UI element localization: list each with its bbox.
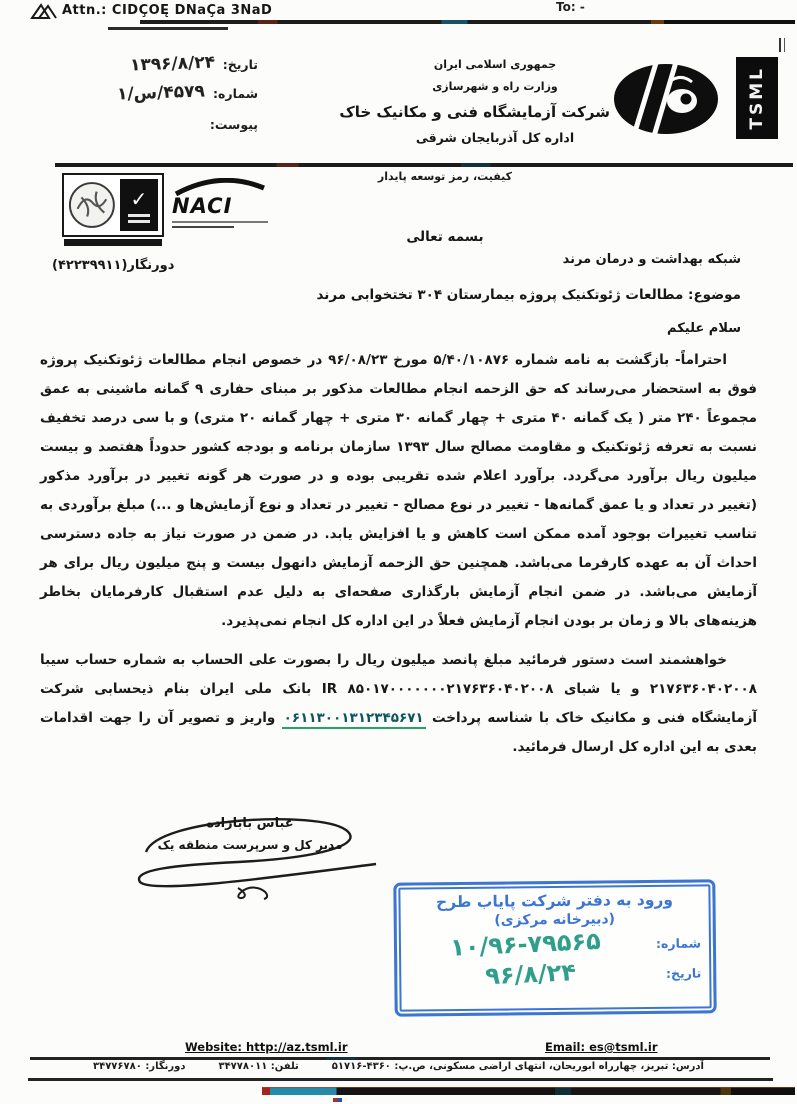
date-handwritten-value: ۱۳۹۶/۸/۲۴ bbox=[129, 52, 216, 76]
bismillah-line: بسمه تعالی bbox=[406, 229, 484, 245]
footer-address-row bbox=[0, 1061, 797, 1072]
slogan-text: کیفیت، رمز توسعه پایدار bbox=[377, 170, 513, 183]
siba-account-number: ۲۱۷۶۳۶۰۴۰۲۰۰۸ bbox=[649, 681, 757, 697]
footer-divider-top bbox=[30, 1057, 770, 1060]
tsml-logo-wordmark bbox=[736, 57, 778, 139]
p2-text: خواهشمند است دستور فرمائید مبلغ پانصد میلیون ریال را بصورت علی الحساب به شماره حساب سیبا bbox=[40, 652, 727, 668]
naci-subtext-line bbox=[172, 221, 268, 223]
footer-fax-value: ۳۴۷۷۶۷۸۰ bbox=[93, 1061, 142, 1072]
letterhead-titles bbox=[339, 58, 610, 145]
tsml-oval-logo bbox=[612, 62, 720, 140]
naci-logo bbox=[172, 178, 268, 238]
certification-caption-bar bbox=[64, 239, 162, 246]
phone-value: ۳۴۷۷۸۰۱۱ bbox=[218, 1061, 268, 1072]
fax-to-line: To: - bbox=[556, 0, 585, 14]
stamp-number-label: شماره: bbox=[655, 934, 702, 951]
body-paragraph-1: احتراماً- بازگشت به نامه شماره ۵/۴۰/۱۰۸۷۶ مورخ ۹۶/۰۸/۲۳ در خصوص انجام مطالعات ژئوتکنیک پروژه فوق به استحضار می‌رساند که حق الزحمه انجام مطالعات مذکور بر مبنای حفاری ۹ گمانه ماشینی به عمق مجموعاً ۲۴۰ متر ( یک گمانه ۴۰ متری + چهار گمانه ۳۰ متری + چهار گمانه ۲۰ متری) و با سی درصد تخفیف نسبت به تعرفه ژئوتکنیک و مقاومت مصالح سال ۱۳۹۳ سازمان برنامه و بودجه کشور حدوداً هفتصد و بیست میلیون ریال برآورد می‌گردد. برآورد اعلام شده تقریبی بوده و در صورت هر گونه تغییر در برآورد مذکور (تغییر در تعداد و یا عمق گمانه‌ها - تغییر در نوع مصالح - تغییر در تعداد و نوع آزمایش‌ها و ...) مبلغ برآوردی به تناسب تغییرات بوجود آمده ممکن است کاهش و یا افزایش یابد. در ضمن در صورت نیاز به جاده دسترسی احداث آن به عهده کارفرما می‌باشد. همچنین حق الزحمه آزمایش دانهول بیست و پنج میلیون ریال برای هر آزمایش می‌باشد. در ضمن انجام آزمایش بارگذاری صفحه‌ای به دلیل عدم استقبال کارفرمایان بخاطر هزینه‌های بالا و زمان بر بودن انجام آزمایش فعلاً در این اداره کل انجام نمی‌پذیرد. bbox=[40, 352, 758, 629]
attachment-label: پیوست: bbox=[209, 117, 258, 132]
recipient-fax-number: دورنگار(۴۲۲۳۹۹۱۱) bbox=[52, 258, 175, 273]
fax-attn-line: Attn.: CIDÇOĘ DNaÇa 3NaD bbox=[62, 3, 273, 18]
recipient-name: شبکه بهداشت و درمان مرند bbox=[562, 252, 741, 267]
email-line bbox=[545, 1040, 658, 1054]
round-cert-emblem-icon bbox=[68, 179, 116, 231]
email-address: es@tsml.ir bbox=[589, 1040, 658, 1054]
number-handwritten-value: ۴۵۷۹/س/۱ bbox=[116, 81, 206, 105]
header-divider bbox=[55, 163, 793, 167]
checkmark-cert-icon bbox=[120, 179, 158, 231]
scan-edge-artifact bbox=[779, 38, 785, 52]
fax-transmission-line-fragment bbox=[108, 27, 228, 30]
fax-triangle-icon bbox=[30, 2, 60, 24]
p2-text: واریز و تصویر آن را جهت اقدامات بعدی به این اداره کل ارسال فرمائید. bbox=[40, 710, 757, 755]
stamp-line-2: (دبیرخانه مرکزی) bbox=[494, 911, 616, 929]
tsml-logo-text: TSML bbox=[747, 66, 767, 130]
sheba-number: IR ۸۵۰۱۷۰۰۰۰۰۰۰۲۱۷۶۳۶۰۴۰۲۰۰۸ bbox=[321, 681, 554, 697]
fax-transmission-line bbox=[140, 20, 795, 24]
stamp-number-row bbox=[409, 926, 702, 962]
scan-color-speck bbox=[333, 1098, 342, 1102]
date-row bbox=[18, 54, 258, 74]
signatory-name: عباس بابازاده bbox=[206, 816, 294, 831]
date-label: تاریخ: bbox=[222, 56, 258, 72]
address-text: آدرس: تبریز، چهارراه ابوریحان، انتهای اراضی مسکونی، ص.پ: ۴۳۶۰-۵۱۷۱۶ bbox=[331, 1061, 704, 1072]
letterhead-fields bbox=[18, 54, 258, 141]
naci-subtext-line bbox=[172, 226, 234, 228]
phone-label: تلفن: bbox=[270, 1061, 299, 1072]
subject-text: مطالعات ژئوتکنیک پروژه بیمارستان ۳۰۴ تختخوابی مرند bbox=[316, 287, 684, 303]
signature-block bbox=[140, 816, 360, 852]
number-label: شماره: bbox=[213, 85, 258, 101]
stamp-line-1: ورود به دفتر شرکت پایاب طرح bbox=[435, 890, 674, 912]
stamp-date-row bbox=[409, 958, 701, 989]
body-paragraph-2 bbox=[40, 646, 757, 762]
letter-body bbox=[40, 346, 757, 762]
signatory-title: مدیر کل و سرپرست منطقه یک bbox=[157, 838, 343, 852]
government-line: جمهوری اسلامی ایران bbox=[433, 58, 557, 71]
website-label: Website: bbox=[185, 1040, 242, 1054]
certification-badge bbox=[62, 173, 164, 237]
subject-label: موضوع: bbox=[688, 287, 741, 303]
footer-fax-label: دورنگار: bbox=[145, 1061, 186, 1072]
office-name: اداره کل آذربایجان شرقی bbox=[415, 130, 575, 145]
company-name: شرکت آزمایشگاه فنی و مکانیک خاک bbox=[339, 103, 610, 121]
payment-id-number: ۰۶۱۱۳۰۰۱۳۱۲۳۴۵۶۷۱ bbox=[282, 710, 426, 729]
website-url: http://az.tsml.ir bbox=[246, 1040, 348, 1054]
salutation: سلام علیکم bbox=[667, 321, 741, 336]
subject-line bbox=[316, 287, 741, 303]
entry-stamp bbox=[393, 879, 716, 1016]
number-row bbox=[18, 83, 258, 103]
p2-text: بانک ملی ایران بنام ذیحسابی شرکت آزمایشگاه فنی و مکانیک خاک با شناسه پرداخت bbox=[40, 681, 757, 726]
stamp-number-handwritten: ۱۰/۹۶-۷۹۵۶۵ bbox=[449, 926, 602, 962]
footer-divider-bottom bbox=[28, 1078, 773, 1081]
fax-artifact-bar bbox=[262, 1087, 795, 1095]
naci-wordmark: NACI bbox=[172, 194, 233, 218]
attachment-row bbox=[18, 117, 258, 132]
checkmark-glyph: ✓ bbox=[130, 187, 148, 211]
p2-text: و یا شبای bbox=[563, 681, 640, 697]
stamp-date-label: تاریخ: bbox=[665, 964, 702, 981]
stamp-date-handwritten: ۹۶/۸/۲۴ bbox=[484, 958, 577, 991]
email-label: Email: bbox=[545, 1040, 586, 1054]
website-line bbox=[185, 1040, 348, 1054]
ministry-line: وزارت راه و شهرسازی bbox=[432, 80, 558, 93]
